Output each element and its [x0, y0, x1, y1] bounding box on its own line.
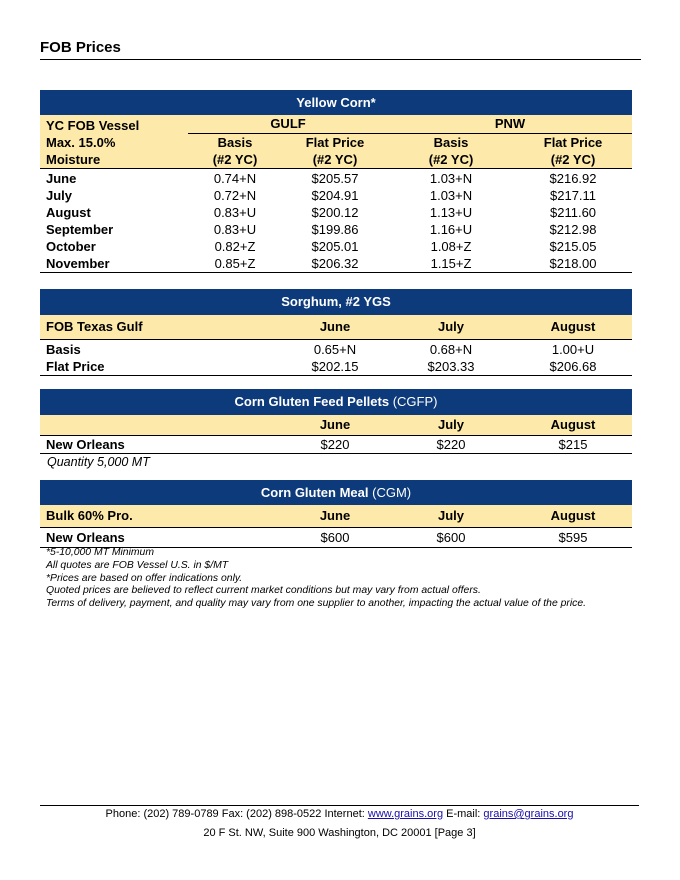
- footer-phone-text: Phone: (202) 789-0789 Fax: (202) 898-0522 Internet:: [105, 808, 368, 820]
- yc-gulf-flat: $199.86: [311, 222, 359, 237]
- yc-pnw-basis: 1.13+U: [429, 205, 473, 220]
- yc-col-sub: (#2 YC): [212, 151, 258, 167]
- table-row: [40, 221, 632, 238]
- yc-pnw-basis: 1.16+U: [429, 222, 473, 237]
- yc-month: September: [46, 222, 114, 237]
- yc-label-line: Moisture: [46, 152, 101, 167]
- table-row: [40, 187, 632, 204]
- sorghum-header: Sorghum, #2 YGS: [40, 289, 632, 315]
- yc-gulf-flat: $205.01: [311, 239, 359, 254]
- yc-col-sub: (#2 YC): [550, 151, 596, 167]
- footnote: *5-10,000 MT Minimum: [46, 547, 154, 558]
- cgm-table: [40, 505, 632, 548]
- cgm-header: [40, 480, 632, 505]
- cgfp-month: July: [437, 417, 464, 433]
- yc-gulf-flat: $206.32: [311, 256, 359, 271]
- yc-month: October: [46, 239, 96, 254]
- yc-pnw-basis: 1.03+N: [429, 171, 473, 186]
- cgm-title-abbr: (CGM): [368, 485, 412, 500]
- yc-gulf-basis: 0.85+Z: [214, 256, 256, 271]
- table-row: [40, 358, 632, 376]
- yc-col-basis: Basis: [188, 133, 282, 151]
- yc-month: August: [46, 205, 91, 220]
- yc-label-line: Max. 15.0%: [46, 135, 116, 150]
- table-row: [40, 435, 632, 453]
- yc-pnw-basis: 1.15+Z: [430, 256, 472, 271]
- footer-address: 20 F St. NW, Suite 900 Washington, DC 20001 [Page 3]: [203, 827, 476, 839]
- yc-region-pnw: PNW: [494, 116, 526, 132]
- table-row: [40, 238, 632, 255]
- footer-email-label: E-mail:: [443, 808, 484, 820]
- cgfp-month: June: [319, 417, 351, 433]
- table-row: [40, 527, 632, 547]
- cgm-value: $600: [436, 529, 466, 545]
- table-row: [40, 339, 632, 358]
- sorghum-row-label: FOB Texas Gulf: [46, 319, 143, 335]
- yc-pnw-flat: $216.92: [549, 171, 597, 186]
- yc-pnw-flat: $217.11: [550, 188, 597, 203]
- cgm-header-label: Bulk 60% Pro.: [46, 508, 133, 524]
- cgfp-month: August: [550, 417, 596, 433]
- cgfp-header: [40, 389, 632, 415]
- yc-pnw-flat: $212.98: [549, 222, 597, 237]
- sorghum-basis: 1.00+U: [551, 342, 595, 357]
- cgfp-table: [40, 415, 632, 454]
- sorghum-flat: $203.33: [427, 359, 475, 374]
- yc-gulf-flat: $205.57: [311, 171, 359, 186]
- title-rule: [40, 59, 641, 60]
- yc-pnw-flat: $218.00: [549, 256, 597, 271]
- cgm-row-label: New Orleans: [46, 529, 125, 545]
- yc-col-sub: (#2 YC): [312, 151, 358, 167]
- yc-month: July: [46, 188, 73, 203]
- footnote: *Prices are based on offer indications only.: [46, 572, 243, 584]
- cgm-month: August: [550, 508, 596, 524]
- cgfp-quantity: Quantity 5,000 MT: [47, 455, 150, 469]
- table-row: [40, 255, 632, 273]
- yc-gulf-basis: 0.83+U: [213, 222, 257, 237]
- table-row: [40, 204, 632, 221]
- sorghum-section: [40, 289, 632, 376]
- sorghum-month: July: [437, 319, 464, 335]
- yc-pnw-flat: $215.05: [549, 239, 597, 254]
- footnote: Quoted prices are believed to reflect current market conditions but may vary from actual offers.: [46, 585, 481, 597]
- cgm-value: $595: [558, 529, 588, 545]
- yc-row-label: [40, 115, 188, 169]
- sorghum-month: August: [550, 319, 596, 335]
- yellow-corn-header: Yellow Corn*: [40, 90, 632, 115]
- yc-col-flat: Flat Price: [514, 133, 632, 151]
- sorghum-flat: $202.15: [311, 359, 359, 374]
- yc-gulf-basis: 0.83+U: [213, 205, 257, 220]
- cgfp-row-label: New Orleans: [46, 436, 125, 452]
- yc-gulf-basis: 0.82+Z: [214, 239, 256, 254]
- yc-pnw-basis: 1.08+Z: [430, 239, 472, 254]
- cgm-title: Corn Gluten Meal: [260, 485, 369, 500]
- cgm-month: June: [319, 508, 351, 524]
- page-title: FOB Prices: [40, 39, 121, 56]
- yc-region-gulf: GULF: [270, 116, 306, 132]
- yellow-corn-section: [40, 90, 632, 273]
- footnotes: [46, 547, 586, 611]
- table-row: [40, 169, 632, 188]
- cgm-value: $600: [320, 529, 350, 545]
- yc-pnw-basis: 1.03+N: [429, 188, 473, 203]
- footer-rule: [40, 805, 639, 806]
- yc-gulf-flat: $204.91: [311, 188, 359, 203]
- sorghum-basis: 0.65+N: [313, 342, 357, 357]
- yc-gulf-basis: 0.74+N: [213, 171, 257, 186]
- cgfp-value: $215: [558, 436, 588, 452]
- email-link[interactable]: grains@grains.org: [483, 808, 574, 820]
- cgfp-empty-header: [40, 415, 282, 435]
- cgfp-title-abbr: (CGFP): [389, 394, 438, 409]
- footnote: All quotes are FOB Vessel U.S. in $/MT: [46, 559, 229, 571]
- cgm-section: [40, 480, 632, 548]
- cgfp-title: Corn Gluten Feed Pellets: [234, 394, 390, 409]
- sorghum-flat-label: Flat Price: [46, 359, 105, 374]
- yc-pnw-flat: $211.60: [550, 205, 597, 220]
- footer-contact: [40, 808, 639, 820]
- sorghum-basis-label: Basis: [46, 342, 81, 357]
- website-link[interactable]: www.grains.org: [367, 808, 444, 820]
- cgm-month: July: [437, 508, 464, 524]
- cgfp-value: $220: [436, 436, 466, 452]
- footnote: Terms of delivery, payment, and quality may vary from one supplier to another, impacting the actual value of the price.: [46, 598, 587, 610]
- sorghum-month: June: [319, 319, 351, 335]
- yc-col-basis: Basis: [388, 133, 514, 151]
- sorghum-basis: 0.68+N: [429, 342, 473, 357]
- cgfp-value: $220: [320, 436, 350, 452]
- yc-col-sub: (#2 YC): [428, 151, 474, 167]
- yc-month: June: [46, 171, 77, 186]
- yc-gulf-basis: 0.72+N: [213, 188, 257, 203]
- yc-label-line: YC FOB Vessel: [46, 118, 140, 133]
- sorghum-flat: $206.68: [549, 359, 597, 374]
- yellow-corn-table: [40, 115, 632, 273]
- sorghum-table: [40, 315, 632, 376]
- yc-gulf-flat: $200.12: [311, 205, 359, 220]
- yc-col-flat: Flat Price: [282, 133, 388, 151]
- yc-month: November: [46, 256, 110, 271]
- cgfp-section: [40, 389, 632, 454]
